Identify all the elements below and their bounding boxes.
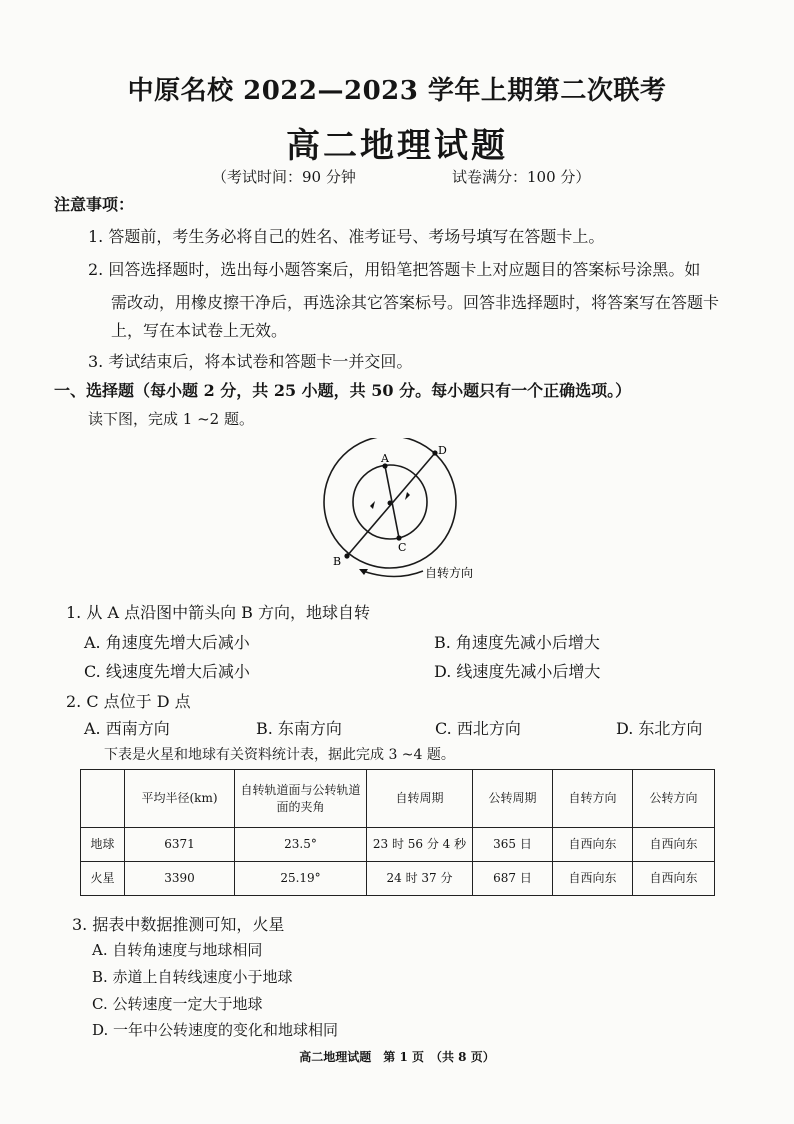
path-arrow-2: [405, 492, 410, 500]
table-cell: 3390: [125, 862, 235, 896]
question-1-stem: 1. 从 A 点沿图中箭头向 B 方向，地球自转: [66, 603, 371, 622]
point-b: [344, 553, 349, 558]
table-cell: 自西向东: [553, 828, 633, 862]
notice-item-3: 3. 考试结束后，将本试卷和答题卡一并交回。: [88, 352, 413, 371]
question-2-stem: 2. C 点位于 D 点: [66, 692, 191, 711]
table-row: [81, 828, 715, 862]
question-2-option-b: B. 东南方向: [256, 719, 342, 738]
table-cell: 6371: [125, 828, 235, 862]
table-cell: 25.19°: [235, 862, 367, 896]
question-3-option-a: A. 自转角速度与地球相同: [92, 941, 263, 959]
label-a: A: [381, 452, 389, 465]
page-footer: 高二地理试题 第 1 页 （共 8 页）: [299, 1050, 495, 1064]
page-title: 高二地理试题: [286, 126, 508, 166]
table-cell: 自西向东: [633, 862, 715, 896]
table-cell: 自西向东: [553, 862, 633, 896]
table-header-cell: 平均半径(km): [125, 770, 235, 828]
table-cell: 687 日: [473, 862, 553, 896]
point-c: [396, 535, 401, 540]
table-header-cell: 自转方向: [553, 770, 633, 828]
notice-item-2-line-1: 2. 回答选择题时，选出每小题答案后，用铅笔把答题卡上对应题目的答案标号涂黑。如: [88, 260, 701, 279]
notice-item-2-line-2: 需改动，用橡皮擦干净后，再选涂其它答案标号。回答非选择题时，将答案写在答题卡: [111, 293, 720, 312]
table-cell: 24 时 37 分: [367, 862, 473, 896]
rotation-direction-label: 自转方向: [425, 566, 474, 580]
notice-item-2-line-3: 上，写在本试卷上无效。: [111, 321, 288, 340]
table-row: [81, 862, 715, 896]
table-header-cell: [81, 770, 125, 828]
notice-item-1: 1. 答题前，考生务必将自己的姓名、准考证号、考场号填写在答题卡上。: [88, 227, 605, 246]
table-cell: 火星: [81, 862, 125, 896]
question-3-option-b: B. 赤道上自转线速度小于地球: [92, 968, 293, 986]
label-d: D: [438, 444, 447, 457]
label-c: C: [398, 541, 407, 554]
table-header-cell: 自转周期: [367, 770, 473, 828]
question-1-option-c: C. 线速度先增大后减小: [84, 662, 250, 681]
exam-score: 试卷满分：100 分）: [452, 168, 591, 186]
table-cell: 自西向东: [633, 828, 715, 862]
path-line-d-b: [347, 453, 435, 556]
question-1-option-a: A. 角速度先增大后减小: [84, 633, 250, 652]
table-cell: 365 日: [473, 828, 553, 862]
question-3-option-d: D. 一年中公转速度的变化和地球相同: [92, 1021, 339, 1039]
table-header-row: [81, 770, 715, 828]
rotation-arrow: [363, 571, 423, 577]
point-d: [432, 450, 437, 455]
question-1-option-b: B. 角速度先减小后增大: [434, 633, 600, 652]
school-exam-title: 中原名校 2022—2023 学年上期第二次联考: [127, 76, 667, 106]
table-header-cell: 公转方向: [633, 770, 715, 828]
read-diagram-instruction: 读下图，完成 1 ~2 题。: [88, 410, 254, 428]
notice-heading: 注意事项：: [54, 195, 135, 214]
earth-rotation-diagram: [315, 438, 495, 586]
label-b: B: [333, 555, 342, 568]
path-line-a-c: [385, 466, 399, 538]
path-arrow-1: [370, 501, 375, 509]
question-2-option-c: C. 西北方向: [435, 719, 521, 738]
question-1-option-d: D. 线速度先减小后增大: [434, 662, 601, 681]
question-3-stem: 3. 据表中数据推测可知，火星: [72, 915, 285, 934]
question-2-option-d: D. 东北方向: [616, 719, 703, 738]
table-cell: 23 时 56 分 4 秒: [367, 828, 473, 862]
mars-earth-table: [80, 769, 715, 896]
table-header-cell: 公转周期: [473, 770, 553, 828]
table-cell: 23.5°: [235, 828, 367, 862]
section-1-heading: 一、选择题（每小题 2 分，共 25 小题，共 50 分。每小题只有一个正确选项。）: [54, 381, 632, 400]
question-3-option-c: C. 公转速度一定大于地球: [92, 995, 263, 1013]
table-cell: 地球: [81, 828, 125, 862]
exam-time: （考试时间：90 分钟: [212, 168, 356, 186]
table-header-cell: 自转轨道面与公转轨道面的夹角: [235, 770, 367, 828]
read-table-instruction: 下表是火星和地球有关资料统计表，据此完成 3 ~4 题。: [104, 747, 455, 763]
question-2-option-a: A. 西南方向: [84, 719, 170, 738]
